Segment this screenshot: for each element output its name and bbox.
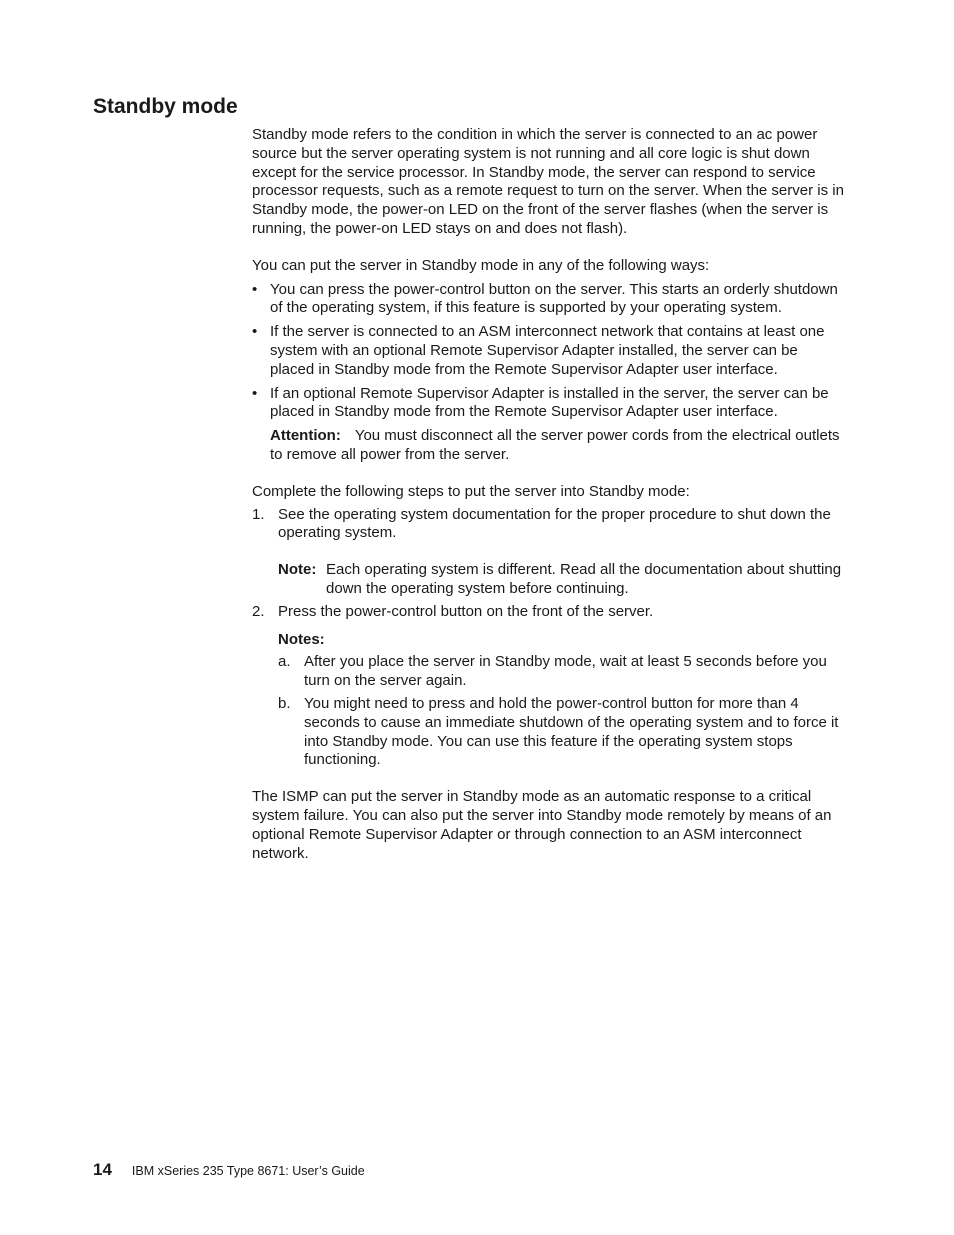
notes-item-text: After you place the server in Standby mode, wait at least 5 seconds before you turn on the server again. <box>304 653 827 690</box>
steps-list <box>252 506 844 771</box>
attention-notice <box>270 427 844 465</box>
attention-text: You must disconnect all the server power cords from the electrical outlets to remove all power from the server. <box>270 427 840 463</box>
intro-paragraph: Standby mode refers to the condition in which the server is connected to an ac power source but the server operating system is not running and all core logic is shut down except for the service processor. In Standby mode, the server can respond to service processor requests, such as a remote request to turn on the server. When the server is in Standby mode, the power-on LED on the front of the server flashes (when the server is running, the power-on LED stays on and does not flash). <box>252 126 844 237</box>
page-footer <box>93 1160 365 1180</box>
bullet-item <box>252 323 844 379</box>
notes-item-text: You might need to press and hold the power-control button for more than 4 seconds to cause an immediate shutdown of the operating system and to force it into Standby mode. You can use this feature if the operating system stops functioning. <box>304 694 839 769</box>
note-label: Note: <box>278 561 317 579</box>
notes-item <box>278 653 844 691</box>
step-number: 2. <box>252 602 265 620</box>
step-item <box>252 603 844 770</box>
step-text: Press the power-control button on the front of the server. <box>278 602 654 620</box>
bullet-text: If an optional Remote Supervisor Adapter is installed in the server, the server can be placed in Standby mode from the Remote Supervisor Adapter user interface. <box>270 384 829 421</box>
step-number: 1. <box>252 505 265 523</box>
ways-bullet-list <box>252 281 844 465</box>
notes-item <box>278 695 844 770</box>
bullet-text: You can press the power-control button on the server. This starts an orderly shutdown of the operating system, if this feature is supported by your operating system. <box>270 280 838 317</box>
notes-item-letter: b. <box>278 694 291 712</box>
bullet-item <box>252 281 844 319</box>
ways-intro-paragraph: You can put the server in Standby mode in any of the following ways: <box>252 256 710 274</box>
bullet-marker: • <box>252 280 258 298</box>
page-number: 14 <box>93 1160 112 1179</box>
bullet-item <box>252 385 844 465</box>
section-heading: Standby mode <box>93 95 238 118</box>
notes-heading: Notes: <box>278 630 325 648</box>
attention-label: Attention: <box>270 427 341 445</box>
step-item <box>252 506 844 599</box>
steps-intro-paragraph: Complete the following steps to put the server into Standby mode: <box>252 482 690 500</box>
notes-item-letter: a. <box>278 653 291 671</box>
step-text: See the operating system documentation for the proper procedure to shut down the operating system. <box>278 505 831 542</box>
note-text: Each operating system is different. Read all the documentation about shutting down the operating system before continuing. <box>326 561 842 597</box>
footer-title: IBM xSeries 235 Type 8671: User’s Guide <box>131 1164 365 1178</box>
closing-paragraph: The ISMP can put the server in Standby mode as an automatic response to a critical system failure. You can also put the server into Standby mode remotely by means of an optional Remote Supervisor Adapter or through connection to an ASM interconnect network. <box>252 788 832 862</box>
bullet-marker: • <box>252 323 258 341</box>
note-block <box>278 561 844 599</box>
bullet-marker: • <box>252 384 258 402</box>
notes-list <box>278 653 844 770</box>
bullet-text: If the server is connected to an ASM interconnect network that contains at least one system with an optional Remote Supervisor Adapter installed, the server can be placed in Standby mode from the Remote Supervisor Adapter user interface. <box>270 323 825 378</box>
section-body <box>252 126 844 863</box>
